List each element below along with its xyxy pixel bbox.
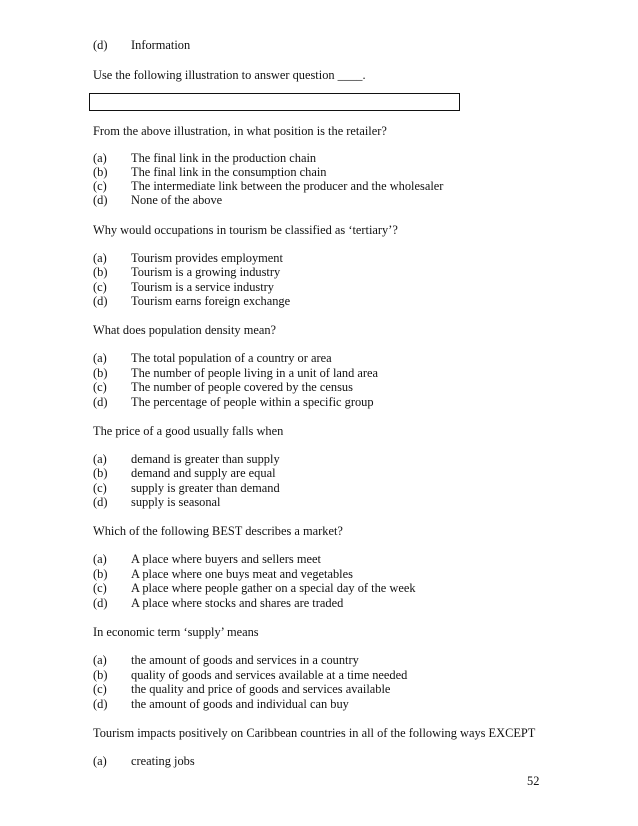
option-text: Tourism provides employment xyxy=(131,251,283,265)
option-item xyxy=(93,151,316,166)
option-label: (c) xyxy=(93,380,107,394)
option-item xyxy=(93,697,349,712)
option-text: Tourism earns foreign exchange xyxy=(131,294,291,308)
option-label: (b) xyxy=(93,165,108,179)
question-text: From the above illustration, in what position is the retailer? xyxy=(93,124,387,138)
option-label: (d) xyxy=(93,395,108,409)
option-text: demand and supply are equal xyxy=(131,466,276,480)
option-item xyxy=(93,596,343,611)
question-text: Which of the following BEST describes a market? xyxy=(93,524,343,538)
option-item xyxy=(93,366,378,381)
option-label: (a) xyxy=(93,653,107,667)
option-text: supply is seasonal xyxy=(131,495,221,509)
option-text: A place where stocks and shares are traded xyxy=(131,596,344,610)
question-text: Tourism impacts positively on Caribbean countries in all of the following ways EXCEPT xyxy=(93,726,536,740)
option-item xyxy=(93,754,195,769)
option-label: (a) xyxy=(93,251,107,265)
option-label: (d) xyxy=(93,193,108,207)
option-label: (d) xyxy=(93,495,108,509)
option-label: (c) xyxy=(93,280,107,294)
instruction-text: Use the following illustration to answer question ____. xyxy=(93,68,366,82)
option-label: (b) xyxy=(93,567,108,581)
option-item xyxy=(93,481,280,496)
option-item xyxy=(93,251,283,266)
option-text: A place where buyers and sellers meet xyxy=(131,552,321,566)
option-item xyxy=(93,668,407,683)
option-label: (b) xyxy=(93,366,108,380)
option-item xyxy=(93,380,353,395)
option-label: (d) xyxy=(93,697,108,711)
option-label: (c) xyxy=(93,682,107,696)
option-text: the amount of goods and individual can buy xyxy=(131,697,349,711)
option-label: (c) xyxy=(93,179,107,193)
question-text: Why would occupations in tourism be classified as ‘tertiary’? xyxy=(93,223,398,237)
option-item xyxy=(93,265,280,280)
option-item xyxy=(93,653,359,668)
option-text: None of the above xyxy=(131,193,223,207)
question-text: In economic term ‘supply’ means xyxy=(93,625,259,639)
option-text: The number of people living in a unit of land area xyxy=(131,366,379,380)
option-label: (d) xyxy=(93,38,108,52)
option-text: The final link in the production chain xyxy=(131,151,317,165)
option-item xyxy=(93,395,374,410)
option-text: The intermediate link between the producer and the wholesaler xyxy=(131,179,444,193)
option-item xyxy=(93,495,220,510)
option-text: Tourism is a service industry xyxy=(131,280,274,294)
option-text: Tourism is a growing industry xyxy=(131,265,281,279)
option-item xyxy=(93,38,190,53)
option-label: (a) xyxy=(93,452,107,466)
option-label: (c) xyxy=(93,481,107,495)
option-item xyxy=(93,581,416,596)
option-label: (a) xyxy=(93,552,107,566)
option-item xyxy=(93,682,390,697)
option-text: The final link in the consumption chain xyxy=(131,165,327,179)
question-text: What does population density mean? xyxy=(93,323,277,337)
option-text: supply is greater than demand xyxy=(131,481,280,495)
option-item xyxy=(93,193,222,208)
option-label: (b) xyxy=(93,466,108,480)
option-text: creating jobs xyxy=(131,754,195,768)
option-item xyxy=(93,567,353,582)
option-text: The percentage of people within a specific group xyxy=(131,395,374,409)
option-label: (b) xyxy=(93,668,108,682)
option-item xyxy=(93,466,276,481)
option-text: the quality and price of goods and services available xyxy=(131,682,391,696)
option-text: demand is greater than supply xyxy=(131,452,280,466)
option-label: (d) xyxy=(93,596,108,610)
option-item xyxy=(93,351,332,366)
option-item xyxy=(93,179,443,194)
option-text: A place where people gather on a special day of the week xyxy=(131,581,416,595)
option-item xyxy=(93,552,321,567)
option-text: Information xyxy=(131,38,191,52)
option-item xyxy=(93,280,274,295)
page-number: 52 xyxy=(527,774,540,788)
option-item xyxy=(93,294,290,309)
option-text: The number of people covered by the census xyxy=(131,380,353,394)
option-item xyxy=(93,165,326,180)
option-label: (a) xyxy=(93,351,107,365)
option-text: the amount of goods and services in a country xyxy=(131,653,359,667)
option-label: (c) xyxy=(93,581,107,595)
option-label: (a) xyxy=(93,754,107,768)
option-label: (b) xyxy=(93,265,108,279)
option-text: The total population of a country or area xyxy=(131,351,332,365)
option-text: A place where one buys meat and vegetables xyxy=(131,567,353,581)
option-label: (a) xyxy=(93,151,107,165)
option-label: (d) xyxy=(93,294,108,308)
question-text: The price of a good usually falls when xyxy=(93,424,284,438)
illustration-box xyxy=(89,93,460,111)
option-item xyxy=(93,452,280,467)
option-text: quality of goods and services available at a time needed xyxy=(131,668,408,682)
